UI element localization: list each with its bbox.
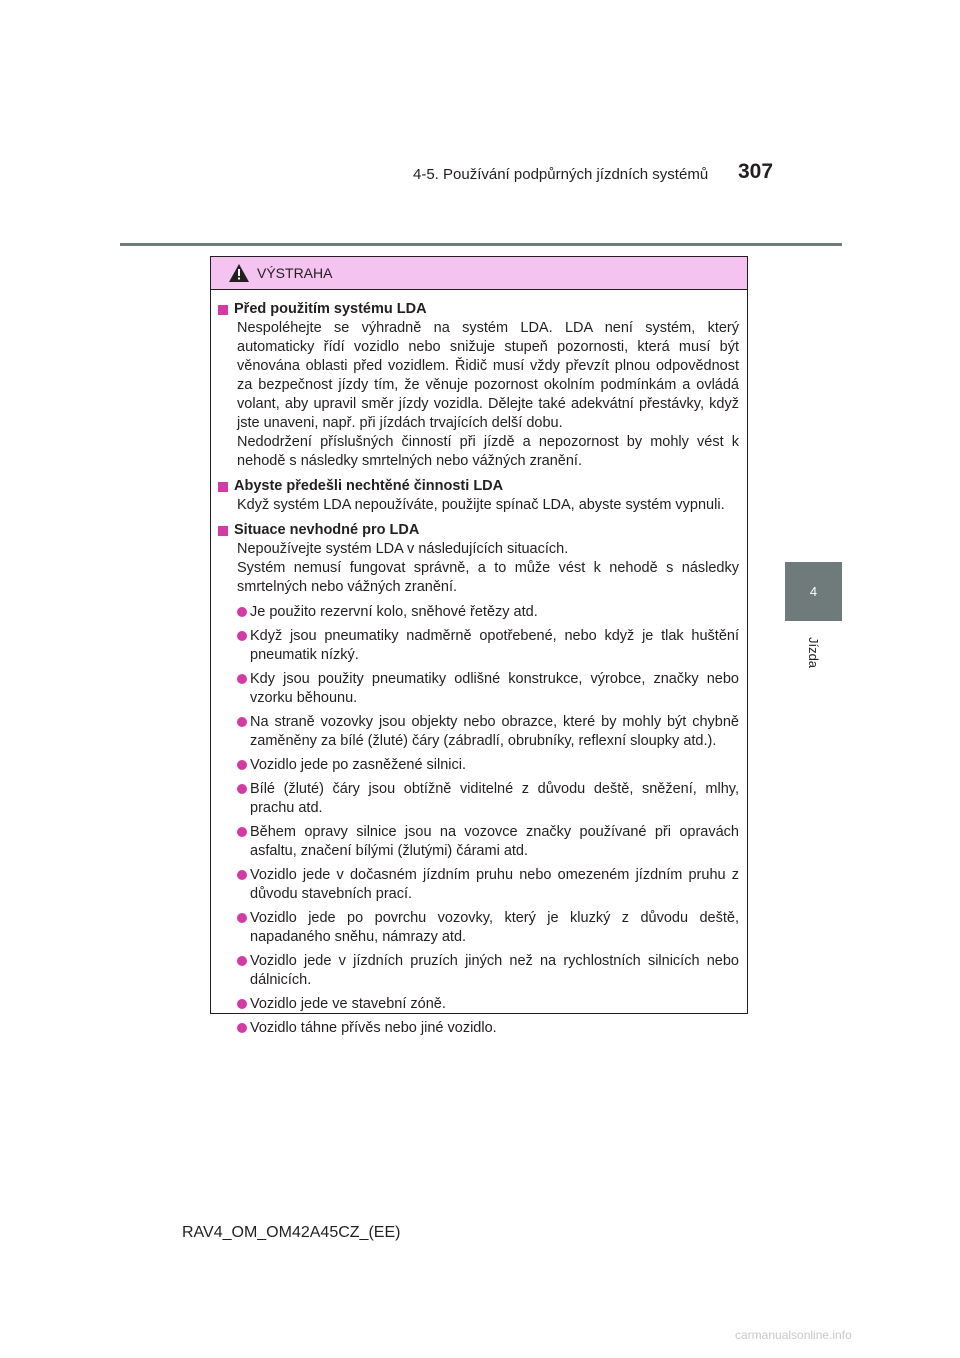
list-item-text: Vozidlo jede po povrchu vozovky, který je kluzký z důvodu deště, napadaného sněhu, námrazy atd. bbox=[250, 910, 739, 945]
bullet-list bbox=[237, 603, 741, 1038]
list-item-text: Vozidlo jede v dočasném jízdním pruhu nebo omezeném jízdním pruhu z důvodu stavebních prací. bbox=[250, 867, 739, 902]
section-prevent-unwanted bbox=[218, 477, 741, 515]
list-item-text: Vozidlo jede v jízdních pruzích jiných než na rychlostních silnicích nebo dálnicích. bbox=[250, 953, 739, 988]
footer-code: RAV4_OM_OM42A45CZ_(EE) bbox=[182, 1224, 401, 1241]
list-item-text: Když jsou pneumatiky nadměrně opotřebené, nebo když je tlak huštění pneumatik nízký. bbox=[250, 628, 739, 663]
list-item bbox=[237, 823, 741, 861]
round-bullet-icon bbox=[237, 827, 247, 837]
section-heading bbox=[218, 521, 741, 540]
list-item bbox=[237, 627, 741, 665]
section-paragraph: Systém nemusí fungovat správně, a to může vést k nehodě s následky smrtelných nebo vážných zranění. bbox=[237, 560, 739, 595]
list-item-text: Vozidlo jede ve stavební zóně. bbox=[250, 996, 446, 1012]
round-bullet-icon bbox=[237, 631, 247, 641]
header-rule bbox=[120, 243, 842, 246]
list-item-text: Vozidlo jede po zasněžené silnici. bbox=[250, 757, 467, 773]
section-unsuitable-situations bbox=[218, 521, 741, 1038]
list-item-text: Vozidlo táhne přívěs nebo jiné vozidlo. bbox=[250, 1020, 497, 1036]
chapter-label bbox=[789, 632, 839, 672]
square-bullet-icon bbox=[218, 482, 228, 492]
round-bullet-icon bbox=[237, 784, 247, 794]
list-item bbox=[237, 603, 741, 622]
round-bullet-icon bbox=[237, 999, 247, 1009]
list-item bbox=[237, 952, 741, 990]
square-bullet-icon bbox=[218, 526, 228, 536]
list-item-text: Během opravy silnice jsou na vozovce značky používané při opravách asfaltu, značení bílými (žlutými) čárami atd. bbox=[250, 824, 739, 859]
list-item bbox=[237, 780, 741, 818]
warning-header bbox=[211, 257, 747, 290]
list-item bbox=[237, 1019, 741, 1038]
list-item bbox=[237, 866, 741, 904]
watermark: carmanualsonline.info bbox=[735, 1328, 852, 1342]
round-bullet-icon bbox=[237, 1023, 247, 1033]
chapter-label-text: Jízda bbox=[806, 636, 822, 668]
header-title: 4-5. Používání podpůrných jízdních systémů bbox=[413, 166, 709, 183]
warning-box bbox=[210, 256, 748, 1036]
list-item bbox=[237, 670, 741, 708]
section-heading-text: Před použitím systému LDA bbox=[234, 301, 427, 317]
list-item-text: Je použito rezervní kolo, sněhové řetězy atd. bbox=[250, 604, 538, 620]
list-item-text: Na straně vozovky jsou objekty nebo obrazce, které by mohly být chybně zaměněny za bílé (žluté) čáry (zábradlí, obrubníky, reflexní sloupky atd.). bbox=[250, 714, 739, 749]
round-bullet-icon bbox=[237, 607, 247, 617]
section-heading bbox=[218, 300, 741, 319]
section-heading bbox=[218, 477, 741, 496]
list-item bbox=[237, 713, 741, 751]
chapter-number: 4 bbox=[809, 584, 818, 599]
round-bullet-icon bbox=[237, 913, 247, 923]
warning-body bbox=[211, 290, 747, 1038]
round-bullet-icon bbox=[237, 760, 247, 770]
chapter-tab bbox=[785, 562, 842, 621]
round-bullet-icon bbox=[237, 717, 247, 727]
section-paragraph: Když systém LDA nepoužíváte, použijte spínač LDA, abyste systém vypnuli. bbox=[237, 497, 725, 513]
square-bullet-icon bbox=[218, 305, 228, 315]
round-bullet-icon bbox=[237, 956, 247, 966]
section-paragraph: Nedodržení příslušných činností při jízdě a nepozornost by mohly vést k nehodě s následky smrtelných nebo vážných zranění. bbox=[237, 434, 739, 469]
section-heading-text: Abyste předešli nechtěné činnosti LDA bbox=[234, 478, 504, 494]
round-bullet-icon bbox=[237, 674, 247, 684]
warning-triangle-icon bbox=[229, 264, 249, 282]
section-paragraph: Nepoužívejte systém LDA v následujících situacích. bbox=[237, 541, 569, 557]
section-before-use bbox=[218, 300, 741, 471]
list-item bbox=[237, 756, 741, 775]
section-heading-text: Situace nevhodné pro LDA bbox=[234, 522, 420, 538]
list-item bbox=[237, 995, 741, 1014]
section-paragraph: Nespoléhejte se výhradně na systém LDA. LDA není systém, který automaticky řídí vozidlo nebo snižuje stupeň pozornosti, která musí být věnována oblasti před vozidlem. Řidič musí vždy převzít plnou odpovědnost za bezpečnost jízdy tím, že věnuje pozornost okolním podmínkám a ovládá volant, aby upravil směr jízdy vozidla. Dělejte také adekvátní přestávky, když jste unaveni, např. při jízdách trvajících delší dobu. bbox=[237, 320, 739, 431]
page-number: 307 bbox=[738, 160, 774, 183]
warning-title: VÝSTRAHA bbox=[257, 265, 333, 281]
round-bullet-icon bbox=[237, 870, 247, 880]
list-item bbox=[237, 909, 741, 947]
list-item-text: Kdy jsou použity pneumatiky odlišné konstrukce, výrobce, značky nebo vzorku běhounu. bbox=[250, 671, 739, 706]
list-item-text: Bílé (žluté) čáry jsou obtížně viditelné z důvodu deště, sněžení, mlhy, prachu atd. bbox=[250, 781, 739, 816]
